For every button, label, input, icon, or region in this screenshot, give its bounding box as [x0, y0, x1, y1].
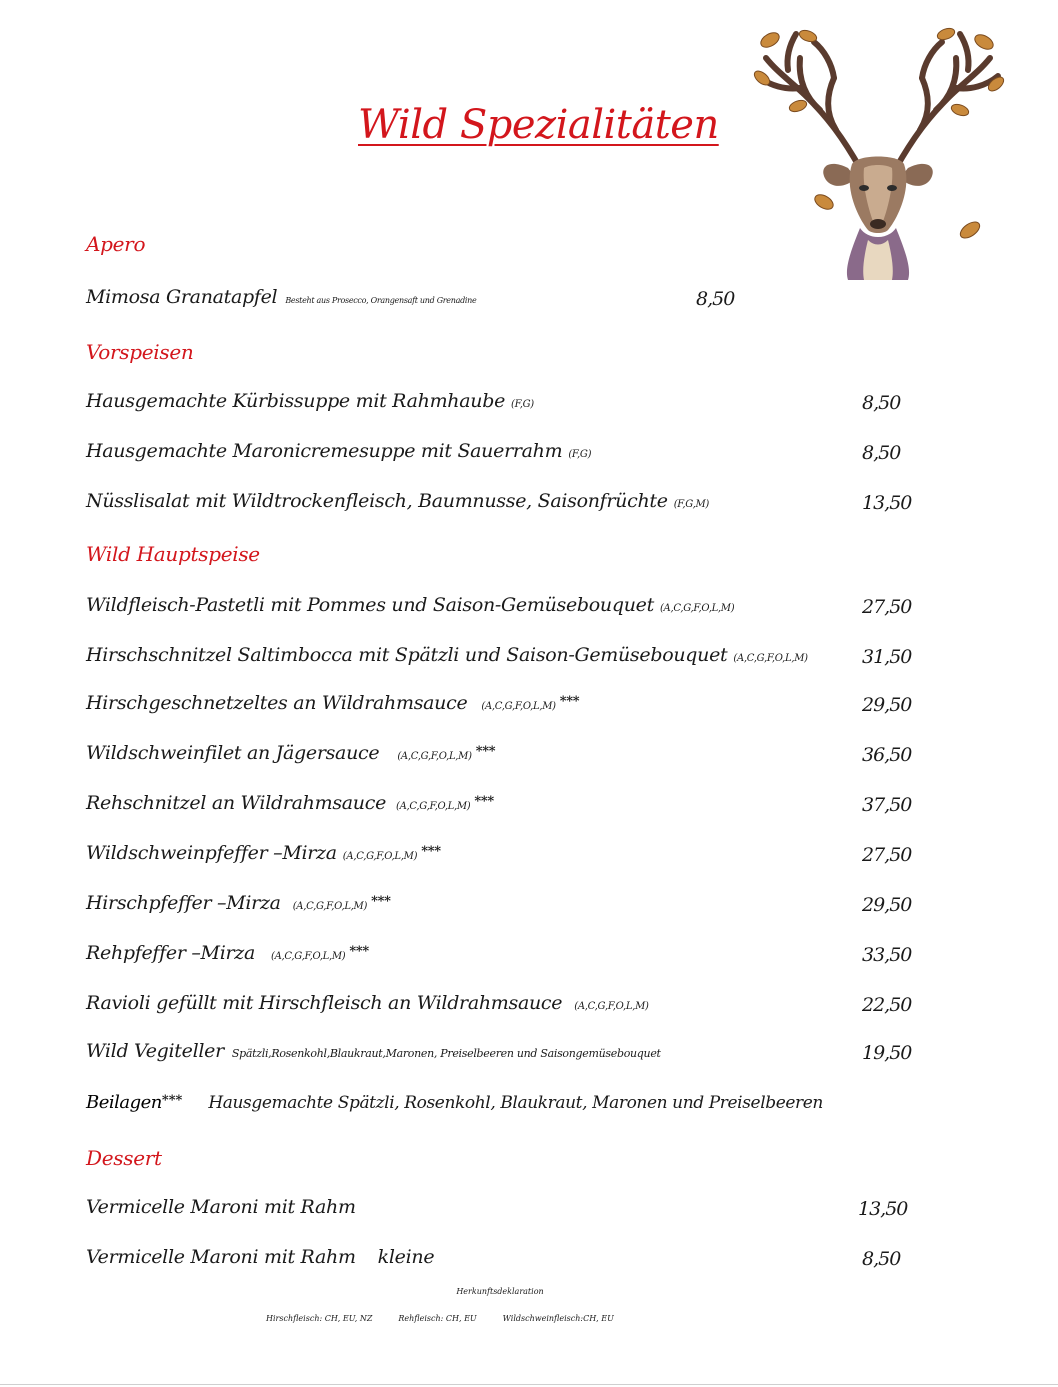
item-size: kleine [377, 1246, 435, 1268]
item-name: Wild Vegiteller [86, 1040, 224, 1062]
allergen-note: (F,G) [568, 449, 592, 460]
list-item [86, 742, 495, 764]
list-item [86, 644, 808, 666]
item-price: 13,50 [858, 1198, 908, 1220]
list-item [86, 1040, 661, 1062]
allergen-note: (A,C,G,F,O,L,M) [659, 603, 735, 614]
allergen-note: (A,C,G,F,O,L,M) [397, 751, 472, 762]
list-item [86, 594, 734, 616]
item-name: Mimosa Granatapfel [86, 286, 278, 308]
deer-head-icon [748, 18, 1008, 286]
origin-title: Herkunftsdeklaration [456, 1287, 544, 1296]
allergen-note: (A,C,G,F,O,L,M) [342, 851, 418, 862]
list-item [86, 992, 649, 1014]
item-name: Vermicelle Maroni mit Rahm [86, 1246, 356, 1268]
apero-item [86, 286, 476, 308]
allergen-note: (A,C,G,F,O,L,M) [396, 801, 471, 812]
item-price: 8,50 [862, 392, 901, 414]
item-price: 29,50 [862, 694, 912, 716]
origin-reh: Rehfleisch: CH, EU [398, 1314, 477, 1323]
item-price: 27,50 [862, 844, 912, 866]
item-price: 8,50 [862, 442, 901, 464]
item-name: Hirschschnitzel Saltimbocca mit Spätzli und Saison-Gemüsebouquet [86, 644, 728, 666]
section-vorspeisen: Vorspeisen [86, 340, 194, 364]
item-price: 22,50 [862, 994, 912, 1016]
list-item [86, 390, 534, 412]
item-name: Rehpfeffer –Mirza [86, 942, 256, 964]
origin-wildschwein: Wildschweinfleisch:CH, EU [502, 1314, 614, 1323]
stars-marker: *** [161, 1093, 183, 1108]
beilagen-label: Beilagen [86, 1092, 162, 1113]
item-description: Besteht aus Prosecco, Orangensaft und Grenadine [285, 296, 477, 305]
item-name: Rehschnitzel an Wildrahmsauce [86, 792, 387, 814]
item-price: 29,50 [862, 894, 912, 916]
list-item [86, 892, 391, 914]
allergen-note: (F,G,M) [673, 499, 709, 510]
item-price: 37,50 [862, 794, 912, 816]
item-name: Hausgemachte Kürbissuppe mit Rahmhaube [86, 390, 506, 412]
item-name: Hausgemachte Maronicremesuppe mit Sauerrahm [86, 440, 563, 462]
list-item [86, 1196, 356, 1218]
allergen-note: (A,C,G,F,O,L,M) [271, 951, 346, 962]
list-item [86, 692, 579, 714]
list-item [86, 842, 441, 864]
allergen-note: (A,C,G,F,O,L,M) [481, 701, 556, 712]
item-price: 27,50 [862, 596, 912, 618]
item-name: Hirschgeschnetzeltes an Wildrahmsauce [86, 692, 468, 714]
allergen-note: (A,C,G,F,O,L,M) [574, 1001, 649, 1012]
section-hauptspeise: Wild Hauptspeise [86, 542, 260, 566]
page-title: Wild Spezialitäten [358, 102, 719, 148]
allergen-note: (F,G) [511, 399, 534, 410]
item-price: 36,50 [862, 744, 912, 766]
item-price: 33,50 [862, 944, 912, 966]
stars-marker: *** [559, 694, 580, 709]
item-name: Nüsslisalat mit Wildtrockenfleisch, Baumnusse, Saisonfrüchte [86, 490, 668, 512]
beilagen-row [86, 1092, 823, 1113]
item-name: Ravioli gefüllt mit Hirschfleisch an Wildrahmsauce [86, 992, 563, 1014]
stars-marker: *** [371, 894, 391, 909]
allergen-note: (A,C,G,F,O,L,M) [292, 901, 368, 912]
list-item [86, 440, 591, 462]
section-dessert: Dessert [86, 1146, 162, 1170]
list-item [86, 490, 709, 512]
section-apero: Apero [86, 232, 146, 256]
list-item [86, 792, 494, 814]
list-item [86, 942, 369, 964]
stars-marker: *** [349, 944, 369, 959]
item-price: 31,50 [862, 646, 912, 668]
item-name: Vermicelle Maroni mit Rahm [86, 1196, 356, 1218]
allergen-note: (A,C,G,F,O,L,M) [733, 653, 808, 664]
origin-hirsch: Hirschfleisch: CH, EU, NZ [266, 1314, 373, 1323]
item-name: Wildschweinpfeffer –Mirza [86, 842, 337, 864]
origin-line [266, 1314, 640, 1323]
apero-price: 8,50 [696, 288, 735, 310]
item-price: 13,50 [862, 492, 912, 514]
stars-marker: *** [421, 844, 441, 859]
page-border [0, 1384, 1058, 1385]
item-price: 19,50 [862, 1042, 912, 1064]
beilagen-text: Hausgemachte Spätzli, Rosenkohl, Blaukraut, Maronen und Preiselbeeren [208, 1093, 823, 1113]
stars-marker: *** [475, 744, 496, 759]
list-item [86, 1246, 434, 1268]
stars-marker: *** [474, 794, 494, 809]
item-name: Wildschweinfilet an Jägersauce [86, 742, 380, 764]
item-name: Hirschpfeffer –Mirza [86, 892, 281, 914]
item-description: Spätzli,Rosenkohl,Blaukraut,Maronen, Preiselbeeren und Saisongemüsebouquet [231, 1047, 661, 1060]
item-price: 8,50 [862, 1248, 901, 1270]
item-name: Wildfleisch-Pastetli mit Pommes und Saison-Gemüsebouquet [86, 594, 654, 616]
